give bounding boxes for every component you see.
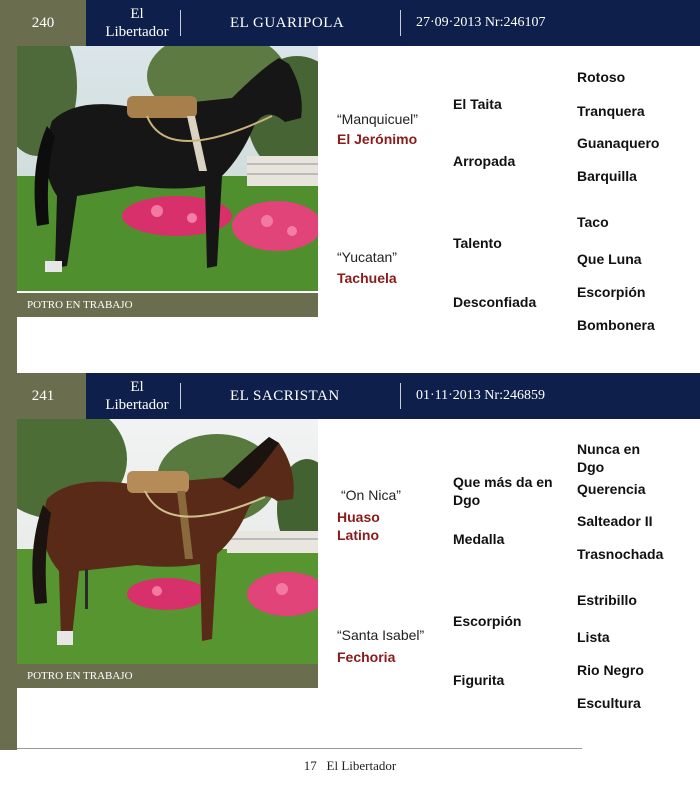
- lot-header: [0, 373, 700, 419]
- sire-line2: El Jerónimo: [337, 131, 418, 147]
- header-separator: [400, 383, 401, 409]
- great-grandparent: Taco: [577, 214, 609, 230]
- breeder-name: [95, 5, 179, 41]
- grandparent: Escorpión: [453, 613, 522, 629]
- grandparent: Medalla: [453, 531, 505, 547]
- great-grandparent: Trasnochada: [577, 546, 664, 562]
- great-grandparent: Rotoso: [577, 69, 626, 85]
- sire-line2: Huaso Latino: [337, 509, 380, 543]
- dam-name: “Yucatan”: [337, 249, 397, 265]
- photo-caption: POTRO EN TRABAJO: [17, 293, 318, 317]
- great-grandparent: Escorpión: [577, 284, 646, 300]
- dam-line2: Tachuela: [337, 270, 397, 286]
- great-grandparent: Nunca en Dgo: [577, 441, 641, 475]
- great-grandparent: Barquilla: [577, 168, 637, 184]
- dam-name: “Santa Isabel”: [337, 627, 425, 643]
- great-grandparent: Salteador II: [577, 513, 653, 529]
- footer-rule: [17, 748, 582, 749]
- breeder-name: [95, 378, 179, 414]
- grandparent: Desconfiada: [453, 294, 537, 310]
- great-grandparent: Tranquera: [577, 103, 645, 119]
- grandparent: Figurita: [453, 672, 505, 688]
- horse-name: EL SACRISTAN: [230, 388, 340, 404]
- grandparent: Que más da en Dgo: [453, 474, 553, 508]
- great-grandparent: Querencia: [577, 481, 646, 497]
- great-grandparent: Lista: [577, 629, 610, 645]
- header-separator: [180, 383, 181, 409]
- great-grandparent: Estribillo: [577, 592, 637, 608]
- great-grandparent: Rio Negro: [577, 662, 644, 678]
- breeder-line1: El: [130, 379, 144, 395]
- great-grandparent: Bombonera: [577, 317, 655, 333]
- breeder-line2: Libertador: [105, 24, 169, 40]
- great-grandparent: Escultura: [577, 695, 641, 711]
- photo-caption: POTRO EN TRABAJO: [17, 664, 318, 688]
- lot-240: [0, 0, 700, 375]
- sire-name: “On Nica”: [341, 487, 401, 503]
- great-grandparent: Que Luna: [577, 251, 642, 267]
- footer-title: El Libertador: [326, 758, 397, 773]
- header-separator: [400, 10, 401, 36]
- page-number: 17: [303, 758, 317, 773]
- birth-date-registration: 01·11·2013 Nr:246859: [416, 388, 545, 403]
- horse-photo: [17, 419, 318, 664]
- horse-name: EL GUARIPOLA: [230, 15, 345, 31]
- lot-number: 241: [0, 373, 86, 419]
- lot-number: 240: [0, 0, 86, 46]
- great-grandparent: Guanaquero: [577, 135, 660, 151]
- page-footer: [0, 758, 700, 774]
- breeder-line2: Libertador: [105, 397, 169, 413]
- dam-line2: Fechoria: [337, 649, 396, 665]
- grandparent: Arropada: [453, 153, 516, 169]
- lot-header: [0, 0, 700, 46]
- horse-photo: [17, 46, 318, 291]
- sire-name: “Manquicuel”: [337, 111, 418, 127]
- header-separator: [180, 10, 181, 36]
- grandparent: Talento: [453, 235, 502, 251]
- grandparent: El Taita: [453, 96, 502, 112]
- lot-241: [0, 373, 700, 748]
- birth-date-registration: 27·09·2013 Nr:246107: [416, 15, 546, 30]
- breeder-line1: El: [130, 6, 144, 22]
